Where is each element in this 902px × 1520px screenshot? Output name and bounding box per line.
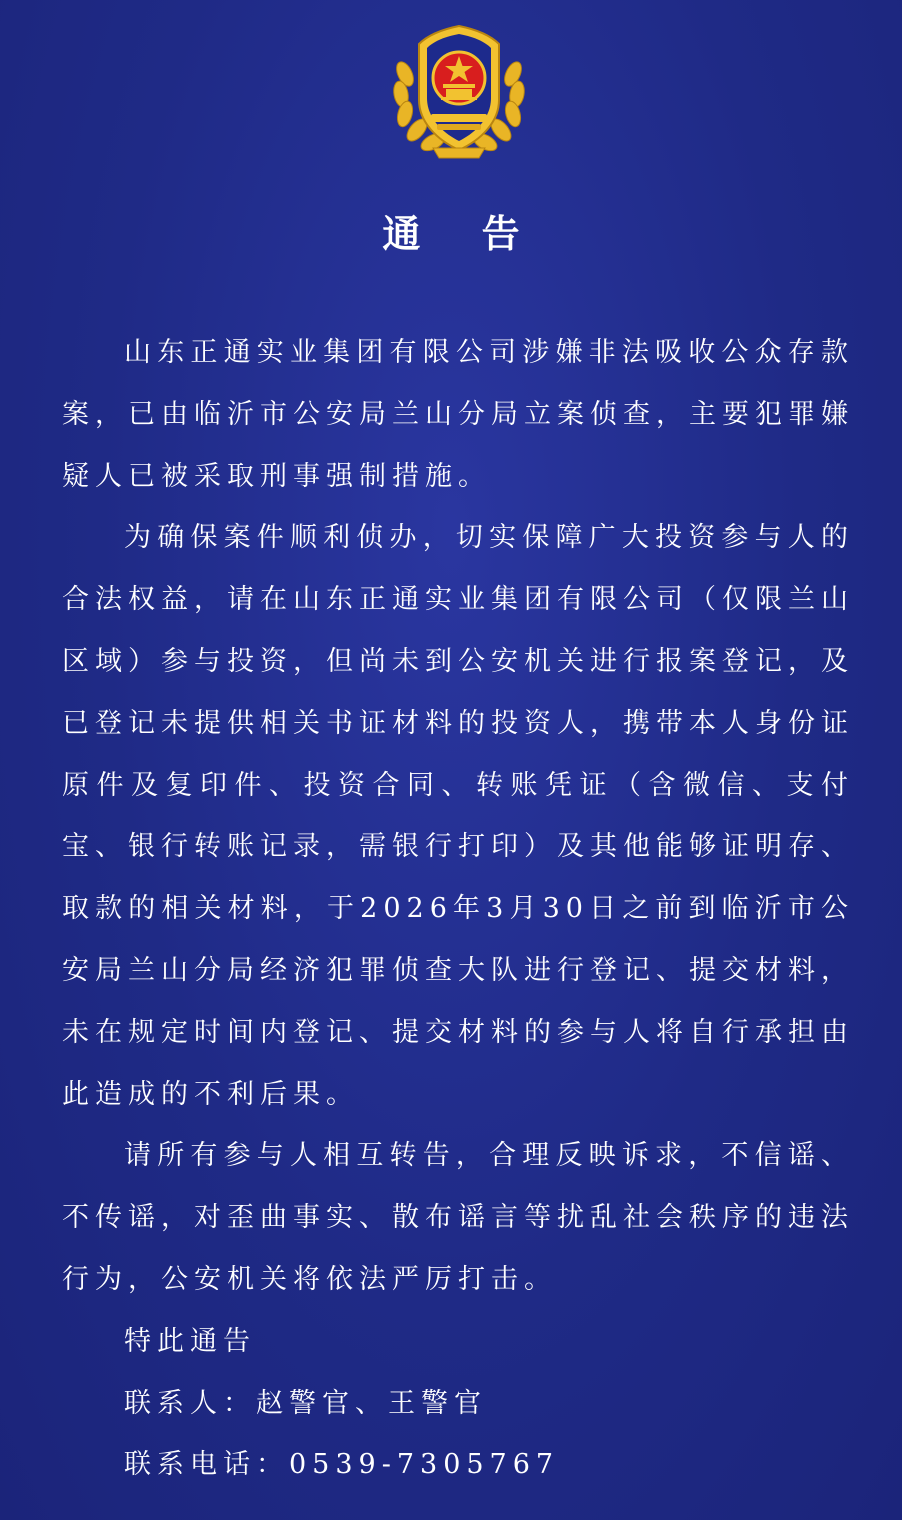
notice-title: 通 告 xyxy=(382,212,544,256)
paragraph-case-filed: 山东正通实业集团有限公司涉嫌非法吸收公众存款案，已由临沂市公安局兰山分局立案侦查，主要犯罪嫌疑人已被采取刑事强制措施。 xyxy=(62,337,854,492)
closing-line: 特此通告 xyxy=(124,1325,256,1357)
contact-person: 联系人：赵警官、王警官 xyxy=(124,1387,487,1419)
contact-phone: 联系电话：0539-7305767 xyxy=(124,1449,560,1481)
paragraph-registration-request: 为确保案件顺利侦办，切实保障广大投资参与人的合法权益，请在山东正通实业集团有限公司（仅限兰山区域）参与投资，但尚未到公安机关进行报案登记，及已登记未提供相关书证材料的投资人，携带本人身份证原件及复印件、投资合同、转账凭证（含微信、支付宝、银行转账记录，需银行打印）及其他能够证明存、取款的相关材料，于2026年3月30日之前到临沂市公安局兰山分局经济犯罪侦查大队进行登记、提交材料，未在规定时间内登记、提交材料的参与人将自行承担由此造成的不利后果。 xyxy=(62,522,854,1110)
police-emblem-icon xyxy=(391,22,527,162)
notice-body xyxy=(62,322,854,1496)
paragraph-rumor-warning: 请所有参与人相互转告，合理反映诉求，不信谣、不传谣，对歪曲事实、散布谣言等扰乱社会秩序的违法行为，公安机关将依法严厉打击。 xyxy=(62,1140,854,1295)
